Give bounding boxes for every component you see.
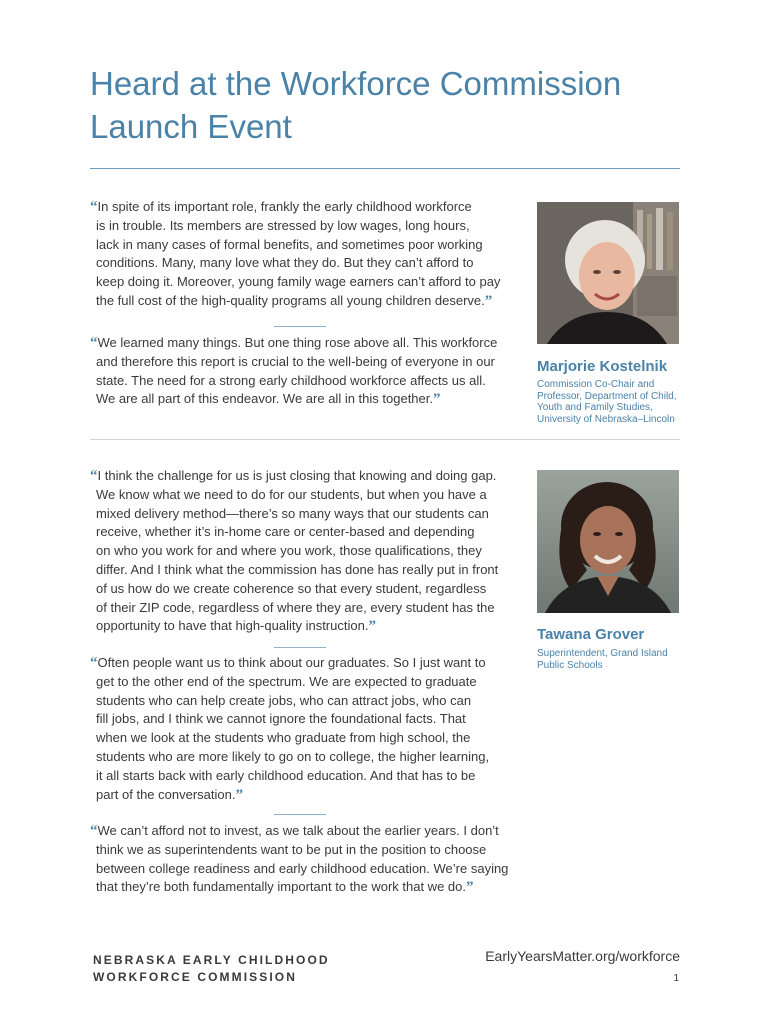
close-quote-mark: ” bbox=[466, 879, 474, 896]
quote-5 bbox=[90, 822, 526, 897]
portrait-marjorie-kostelnik bbox=[537, 202, 679, 344]
speaker-title: Commission Co-Chair and Professor, Department of Child, Youth and Family Studies, University of Nebraska–Lincoln bbox=[537, 379, 677, 425]
footer-url: EarlyYearsMatter.org/workforce bbox=[485, 948, 680, 964]
close-quote-mark: ” bbox=[484, 292, 493, 309]
section-divider bbox=[90, 439, 680, 440]
quote-3 bbox=[90, 467, 526, 636]
close-quote-mark: ” bbox=[235, 786, 243, 803]
open-quote-mark: “ bbox=[90, 823, 98, 839]
open-quote-mark: “ bbox=[90, 335, 98, 351]
footer-organization: NEBRASKA EARLY CHILDHOOD WORKFORCE COMMISSION bbox=[93, 953, 330, 984]
speaker-name: Marjorie Kostelnik bbox=[537, 358, 668, 375]
open-quote-mark: “ bbox=[90, 655, 98, 671]
open-quote-mark: “ bbox=[90, 199, 98, 215]
quote-text: I think the challenge for us is just closing that knowing and doing gap. We know what we need to do for our students, but when you have a mixed delivery method—there’s so many ways that our students can receive, whether it’s in-home care or center-based and depending on who you work for and where you work, those qualifications, they differ. And I think what the commission has done has really put in front of us how do we create coherence so that every student, regardless of their ZIP code, regardless of where they are, every student has the opportunity to have that high-quality instruction. bbox=[96, 468, 499, 634]
quote-2 bbox=[90, 334, 526, 409]
quote-divider bbox=[274, 326, 326, 327]
portrait-tawana-grover bbox=[537, 470, 679, 613]
quote-text: We learned many things. But one thing rose above all. This workforce and therefore this report is crucial to the well-being of everyone in our state. The need for a strong early childhood workforce affects us all. We are all part of this endeavor. We are all in this together. bbox=[96, 335, 498, 407]
open-quote-mark: “ bbox=[90, 468, 98, 484]
close-quote-mark: ” bbox=[368, 618, 376, 635]
page-title: Heard at the Workforce Commission Launch Event bbox=[90, 65, 622, 145]
speaker-title: Superintendent, Grand Island Public Schools bbox=[537, 648, 668, 671]
speaker-name: Tawana Grover bbox=[537, 626, 645, 643]
title-divider bbox=[90, 168, 680, 169]
quote-text: In spite of its important role, frankly the early childhood workforce is in trouble. Its members are stressed by low wages, long hours, lack in many cases of formal benefits, and sometimes poor working conditions. Many, many love what they do. But they can’t afford to keep doing it. Moreover, young family wage earners can’t afford to pay the full cost of the high-quality programs all young children deserve. bbox=[96, 199, 501, 308]
page-number: 1 bbox=[673, 973, 679, 984]
quote-divider bbox=[274, 647, 326, 648]
close-quote-mark: ” bbox=[432, 391, 441, 408]
quote-divider bbox=[274, 814, 326, 815]
quote-text: Often people want us to think about our graduates. So I just want to get to the other end of the spectrum. We are expected to graduate students who can help create jobs, who can attract jobs, who can fill jobs, and I think we cannot ignore the foundational facts. That when we look at the students who graduate from high school, the students who are more likely to go on to college, the higher learning, it all starts back with early childhood education. And that has to be part of the conversation. bbox=[96, 655, 490, 802]
quote-text: We can’t afford not to invest, as we talk about the earlier years. I don’t think we as superintendents want to be put in the position to choose between college readiness and early childhood education. We’re saying that they’re both fundamentally important to the work that we do. bbox=[96, 823, 509, 895]
quote-1 bbox=[90, 198, 526, 311]
quote-4 bbox=[90, 654, 526, 804]
